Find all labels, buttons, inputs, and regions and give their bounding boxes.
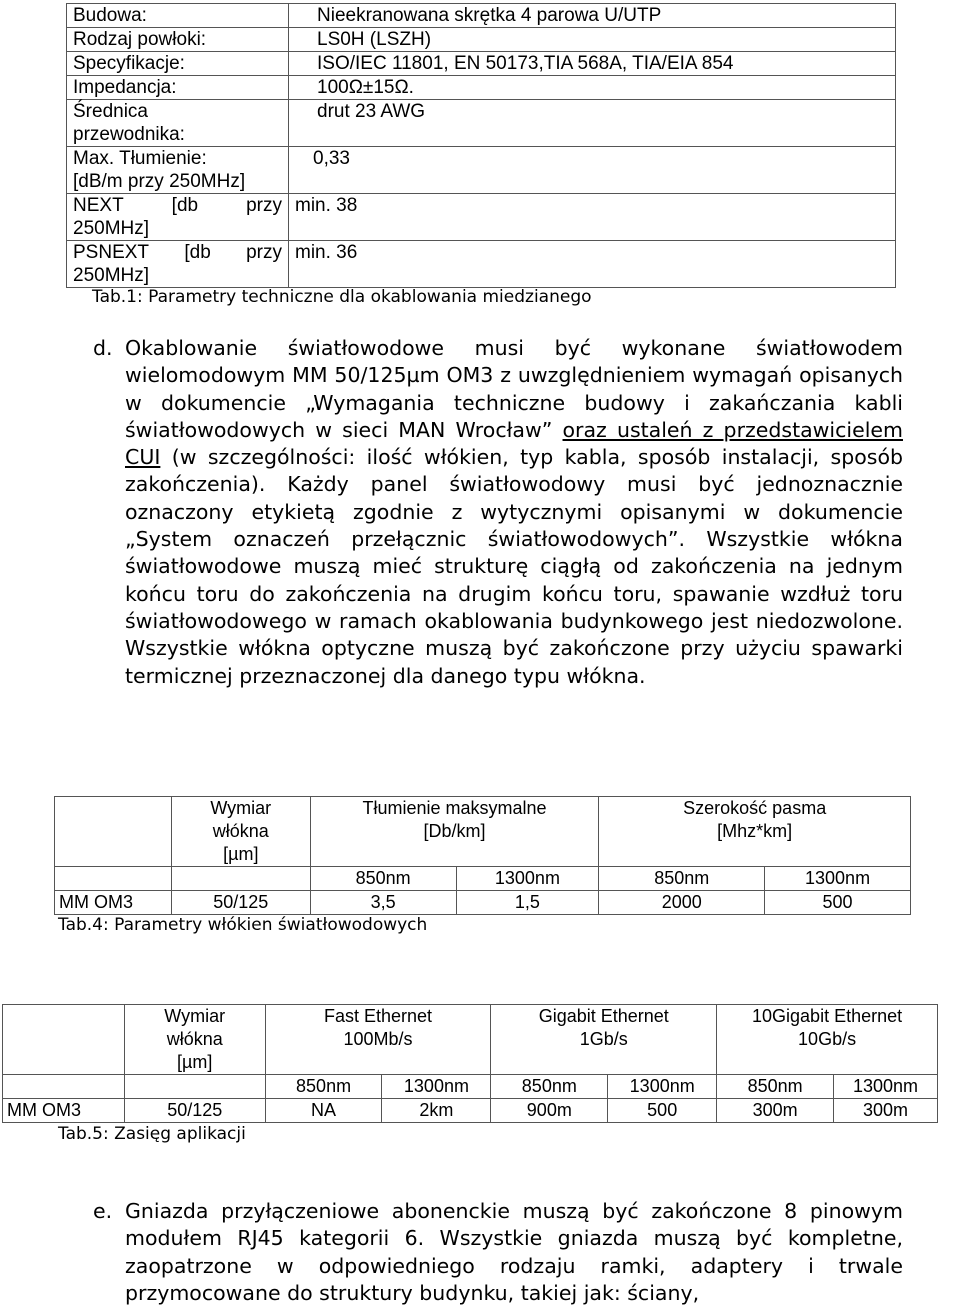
- header-line: włókna: [166, 1029, 223, 1049]
- subheader-cell: 1300nm: [834, 1075, 938, 1099]
- table-cell: 2000: [599, 891, 765, 915]
- table-cell: 50/125: [124, 1099, 265, 1123]
- table-cell: MM OM3: [3, 1099, 125, 1123]
- table-cell: 1,5: [456, 891, 599, 915]
- table-cell: 50/125: [171, 891, 310, 915]
- header-line: Gigabit Ethernet: [538, 1006, 669, 1026]
- spec-value: min. 36: [289, 241, 896, 288]
- spec-value: min. 38: [289, 194, 896, 241]
- spec-label-line: Max. Tłumienie:: [73, 148, 207, 169]
- header-line: [Mhz*km]: [717, 821, 793, 841]
- list-marker: d.: [93, 336, 113, 360]
- table-row: [67, 100, 896, 147]
- table-row: [67, 76, 896, 100]
- spec-label: [67, 241, 289, 288]
- spec-label-word: [db: [184, 242, 211, 263]
- header-line: 1Gb/s: [579, 1029, 628, 1049]
- spec-label-word: PSNEXT: [73, 242, 150, 263]
- empty-cell: [124, 1075, 265, 1099]
- table-cell: 500: [608, 1099, 717, 1123]
- spec-label: [67, 147, 289, 194]
- header-line: 10Gb/s: [798, 1029, 857, 1049]
- spec-label-line: 250MHz]: [73, 218, 150, 239]
- header-line: 100Mb/s: [343, 1029, 413, 1049]
- table-cell: 500: [765, 891, 911, 915]
- subheader-cell: 1300nm: [456, 867, 599, 891]
- spec-label-line: [73, 194, 282, 217]
- spec-value: LS0H (LSZH): [289, 28, 896, 52]
- table-cell: 900m: [491, 1099, 608, 1123]
- spec-label: [67, 100, 289, 147]
- spec-value: ISO/IEC 11801, EN 50173,TIA 568A, TIA/EIA 854: [289, 52, 896, 76]
- spec-label: Budowa:: [67, 4, 289, 28]
- header-fast-ethernet: [265, 1005, 491, 1075]
- table-subheader-row: [3, 1075, 938, 1099]
- paragraph-text: Okablowanie światłowodowe musi być wykonane światłowodem wielomodowym MM 50/125µm OM3 z uwzględnieniem wymagań opisanych w dokumencie „Wymagania techniczne budowy i zakańczania kabli światłowodowych w sieci MAN Wrocław”: [125, 336, 903, 442]
- table-cell: 2km: [382, 1099, 491, 1123]
- empty-cell: [55, 867, 172, 891]
- header-fiber-size: [124, 1005, 265, 1075]
- table-row: [55, 891, 911, 915]
- empty-cell: [3, 1005, 125, 1075]
- spec-label-word: przy: [246, 242, 282, 263]
- spec-label-line: przewodnika:: [73, 124, 185, 145]
- table-row: [67, 4, 896, 28]
- fiber-params-table: [54, 796, 911, 915]
- spec-label-line: [73, 241, 282, 264]
- spec-label: Impedancja:: [67, 76, 289, 100]
- subheader-cell: 850nm: [491, 1075, 608, 1099]
- copper-spec-table: [66, 3, 896, 288]
- header-line: [µm]: [177, 1052, 213, 1072]
- list-marker: e.: [93, 1199, 113, 1223]
- subheader-cell: 850nm: [310, 867, 456, 891]
- table-caption: Tab.4: Parametry włókien światłowodowych: [58, 915, 428, 935]
- header-line: Tłumienie maksymalne: [362, 798, 547, 818]
- spec-label: [67, 194, 289, 241]
- header-fiber-size: [171, 797, 310, 867]
- subheader-cell: 1300nm: [382, 1075, 491, 1099]
- spec-label-word: NEXT: [73, 195, 124, 216]
- spec-value: Nieekranowana skrętka 4 parowa U/UTP: [289, 4, 896, 28]
- subheader-cell: 850nm: [599, 867, 765, 891]
- spec-label: Rodzaj powłoki:: [67, 28, 289, 52]
- paragraph-e: [93, 1198, 903, 1307]
- table-cell: 300m: [717, 1099, 834, 1123]
- table-row: [67, 147, 896, 194]
- table-row: [67, 194, 896, 241]
- paragraph-text: Gniazda przyłączeniowe abonenckie muszą być zakończone 8 pinowym modułem RJ45 kategorii 6. Wszystkie gniazda muszą być kompletne, zaopatrzone w odpowiedniego rodzaju ramki, adaptery i trwale przymocowane do struktury budynku, takiej jak: ściany,: [125, 1199, 903, 1305]
- subheader-cell: 1300nm: [765, 867, 911, 891]
- table-caption: Tab.5: Zasięg aplikacji: [58, 1124, 246, 1144]
- paragraph-text: (w szczególności: ilość włókien, typ kabla, sposób instalacji, sposób zakończenia). Każdy panel światłowodowy musi być jednoznacznie oznaczony etykietą zgodnie z wytycznymi opisanymi w dokumencie „System oznaczeń przełącznic światłowodowych”. Wszystkie włókna światłowodowe muszą mieć strukturę ciągłą od zakończenia na jednym końcu toru do zakończenia na drugim końcu toru, spawanie wzdłuż toru światłowodowego w ramach okablowania budynkowego jest niedozwolone. Wszystkie włókna optyczne muszą być zakończone przy użyciu spawarki termicznej przeznaczonej dla danego typu włókna.: [125, 445, 903, 688]
- header-line: włókna: [212, 821, 269, 841]
- spec-label-line: [dB/m przy 250MHz]: [73, 171, 246, 192]
- table-row: [67, 28, 896, 52]
- spec-label: Specyfikacje:: [67, 52, 289, 76]
- table-cell: NA: [265, 1099, 382, 1123]
- header-gigabit-ethernet: [491, 1005, 717, 1075]
- empty-cell: [3, 1075, 125, 1099]
- table-header-row: [55, 797, 911, 867]
- spec-value: drut 23 AWG: [289, 100, 896, 147]
- table-cell: 3,5: [310, 891, 456, 915]
- spec-value: 100Ω±15Ω.: [289, 76, 896, 100]
- header-line: [Db/km]: [423, 821, 486, 841]
- spec-value: 0,33: [289, 147, 896, 194]
- table-cell: MM OM3: [55, 891, 172, 915]
- table-row: [67, 52, 896, 76]
- header-line: Szerokość pasma: [683, 798, 827, 818]
- table-row: [3, 1099, 938, 1123]
- header-line: Fast Ethernet: [323, 1006, 433, 1026]
- header-bandwidth: [599, 797, 911, 867]
- subheader-cell: 850nm: [717, 1075, 834, 1099]
- header-line: [µm]: [223, 844, 259, 864]
- table-cell: 300m: [834, 1099, 938, 1123]
- subheader-cell: 850nm: [265, 1075, 382, 1099]
- header-line: Wymiar: [164, 1006, 226, 1026]
- spec-label-line: 250MHz]: [73, 265, 150, 286]
- table-caption: Tab.1: Parametry techniczne dla okablowania miedzianego: [92, 287, 592, 307]
- header-line: 10Gigabit Ethernet: [752, 1006, 903, 1026]
- empty-cell: [171, 867, 310, 891]
- spec-label-word: przy: [246, 195, 282, 216]
- underlined-text: oraz ustaleń z przedstawicielem CUI: [125, 417, 903, 470]
- header-10gigabit-ethernet: [717, 1005, 938, 1075]
- application-range-table: [2, 1004, 938, 1123]
- table-subheader-row: [55, 867, 911, 891]
- header-attenuation: [310, 797, 599, 867]
- paragraph-d: [93, 335, 903, 690]
- spec-label-line: Średnica: [73, 101, 148, 122]
- table-row: [67, 241, 896, 288]
- table-header-row: [3, 1005, 938, 1075]
- subheader-cell: 1300nm: [608, 1075, 717, 1099]
- spec-label-word: [db: [171, 195, 199, 216]
- header-line: Wymiar: [210, 798, 272, 818]
- empty-cell: [55, 797, 172, 867]
